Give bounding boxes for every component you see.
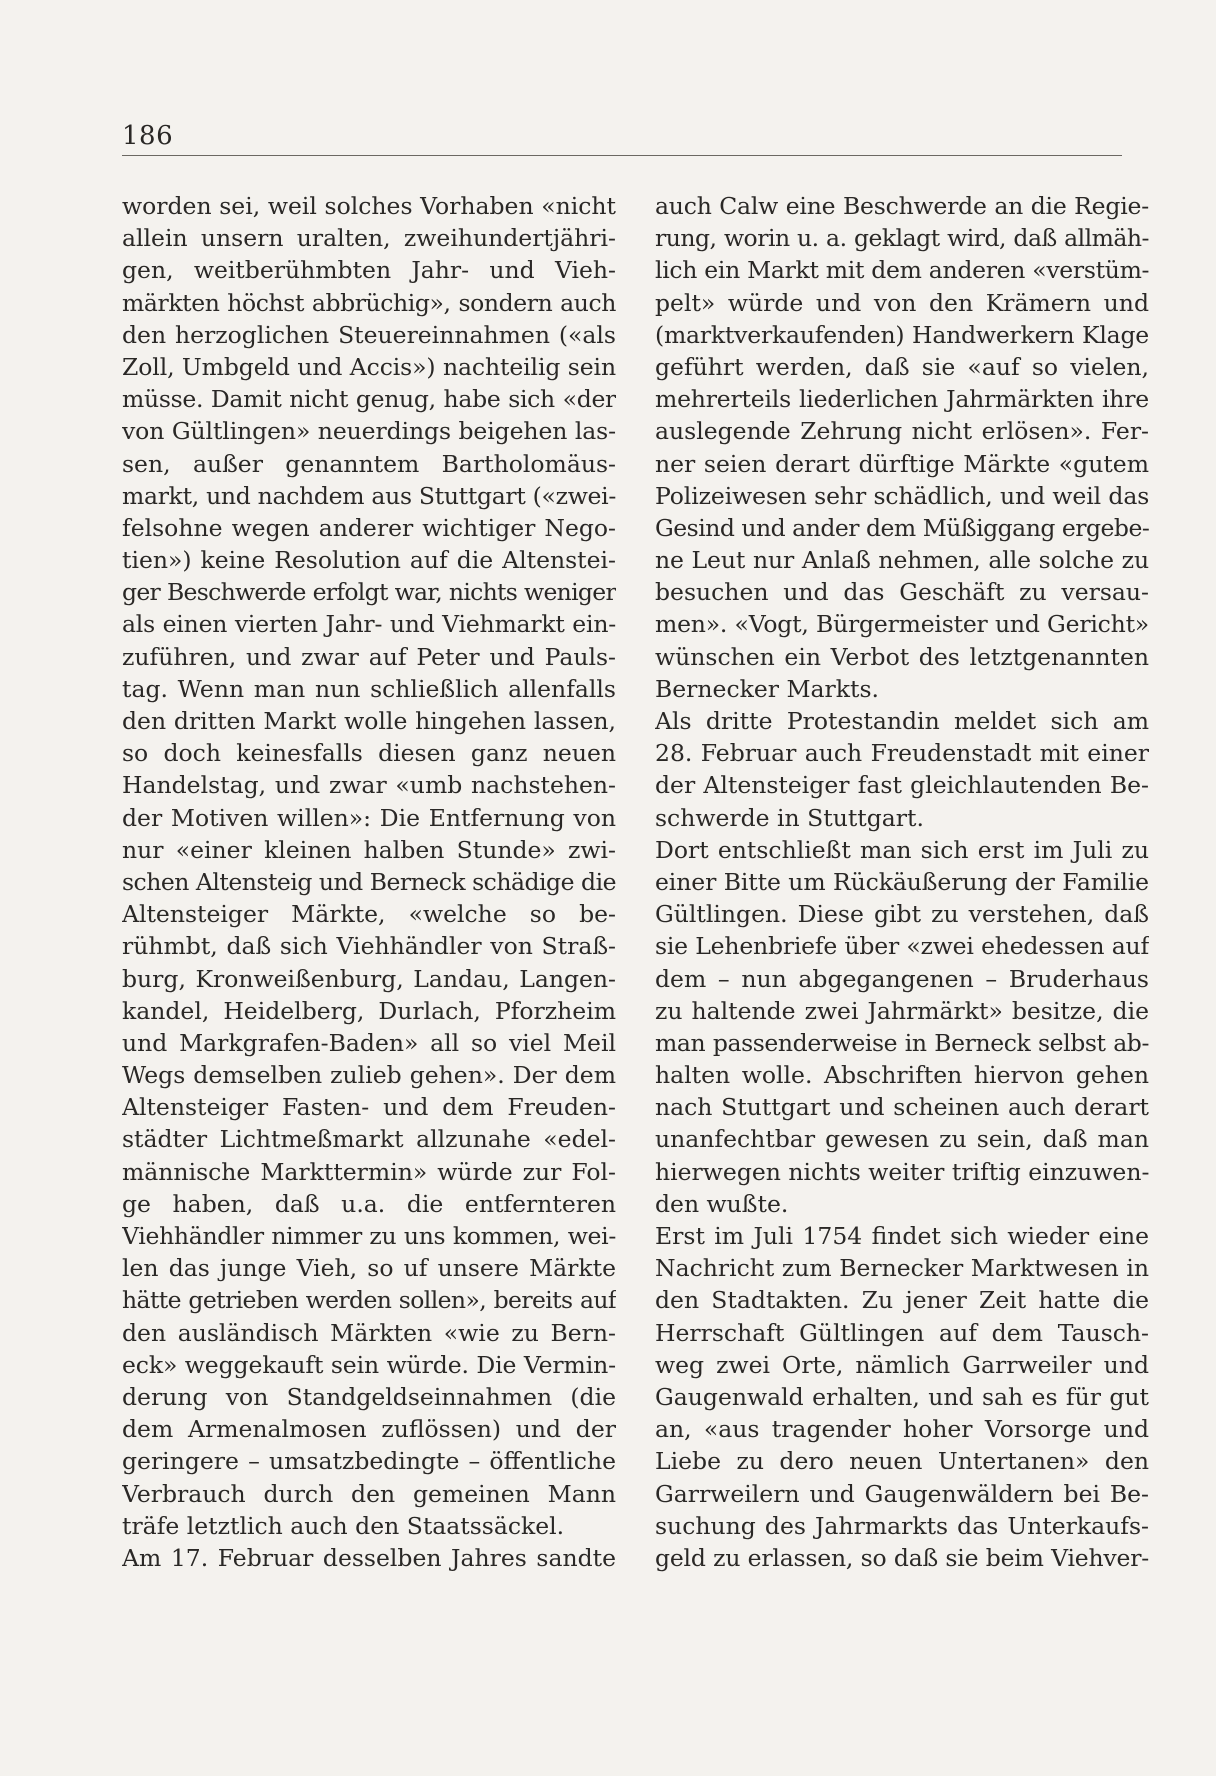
text-line: derung von Standgeldseinnahmen (die	[122, 1382, 616, 1411]
text-line: auslegende Zehrung nicht erlösen». Fer-	[655, 417, 1149, 446]
text-line: besuchen und das Geschäft zu versau-	[655, 578, 1149, 607]
text-line: tien») keine Resolution auf die Altenstei-	[122, 546, 616, 575]
text-line: sie Lehenbriefe über «zwei ehedessen auf	[655, 932, 1149, 961]
text-line: rung, worin u. a. geklagt wird, daß allmäh-	[655, 224, 1149, 253]
text-line: nach Stuttgart und scheinen auch derart	[655, 1093, 1149, 1122]
text-line: zuführen, und zwar auf Peter und Pauls-	[122, 642, 616, 671]
text-line: 28. Februar auch Freudenstadt mit einer	[655, 739, 1149, 768]
text-line: träfe letztlich auch den Staatssäckel.	[122, 1511, 565, 1540]
text-line: märkten höchst abbrüchig», sondern auch	[122, 288, 616, 317]
text-line: Liebe zu dero neuen Untertanen» den	[655, 1447, 1149, 1476]
text-line: Polizeiwesen sehr schädlich, und weil das	[655, 481, 1149, 510]
text-line: Viehhändler nimmer zu uns kommen, wei-	[122, 1222, 616, 1250]
text-line: schen Altensteig und Berneck schädige die	[122, 867, 616, 896]
text-line: dem – nun abgegangenen – Bruderhaus	[655, 964, 1149, 993]
text-line: halten wolle. Abschriften hiervon gehen	[655, 1061, 1149, 1090]
text-line: Gaugenwald erhalten, und sah es für gut	[655, 1382, 1149, 1411]
text-line: den herzoglichen Steuereinnahmen («als	[122, 320, 616, 349]
text-line: zu haltende zwei Jahrmärkt» besitze, die	[655, 996, 1149, 1025]
text-line: von Gültlingen» neuerdings beigehen las-	[122, 417, 616, 446]
text-line: ne Leut nur Anlaß nehmen, alle solche zu	[655, 546, 1149, 575]
text-line: der Motiven willen»: Die Entfernung von	[122, 803, 616, 832]
text-line: männische Markttermin» würde zur Fol-	[122, 1157, 616, 1186]
text-line: weg zwei Orte, nämlich Garrweiler und	[655, 1350, 1149, 1379]
text-line: Wegs demselben zulieb gehen». Der dem	[122, 1061, 616, 1090]
text-line: Erst im Juli 1754 findet sich wieder eine	[655, 1222, 1149, 1250]
text-line: und Markgrafen-Baden» all so viel Meil	[122, 1028, 616, 1057]
text-line: auch Calw eine Beschwerde an die Regie-	[655, 192, 1149, 220]
text-line: einer Bitte um Rückäußerung der Familie	[655, 867, 1149, 896]
text-line: schwerde in Stuttgart.	[655, 803, 924, 832]
text-line: gen, weitberühmbten Jahr- und Vieh-	[122, 256, 616, 285]
text-line: kandel, Heidelberg, Durlach, Pforzheim	[122, 996, 616, 1025]
text-line: als einen vierten Jahr- und Viehmarkt ein-	[122, 610, 616, 639]
text-line: Verbrauch durch den gemeinen Mann	[122, 1479, 616, 1508]
text-line: Garrweilern und Gaugenwäldern bei Be-	[655, 1479, 1149, 1508]
text-line: tag. Wenn man nun schließlich allenfalls	[122, 674, 616, 703]
text-line: den Stadtakten. Zu jener Zeit hatte die	[655, 1286, 1149, 1315]
text-line: städter Lichtmeßmarkt allzunahe «edel-	[122, 1125, 616, 1154]
text-line: ner seien derart dürftige Märkte «gutem	[655, 449, 1149, 478]
text-line: felsohne wegen anderer wichtiger Nego-	[122, 513, 616, 542]
text-line: Als dritte Protestandin meldet sich am	[655, 707, 1149, 735]
text-line: den dritten Markt wolle hingehen lassen,	[122, 707, 616, 735]
text-line: sen, außer genanntem Bartholomäus-	[122, 449, 616, 478]
text-line: geld zu erlassen, so daß sie beim Viehver-	[655, 1543, 1149, 1572]
text-line: ger Beschwerde erfolgt war, nichts weniger	[122, 578, 616, 607]
text-line: der Altensteiger fast gleichlautenden Be-	[655, 771, 1149, 800]
left-text-column	[122, 190, 616, 1574]
text-line: nur «einer kleinen halben Stunde» zwi-	[122, 835, 616, 864]
right-text-column	[655, 190, 1149, 1574]
text-line: rühmbt, daß sich Viehhändler von Straß-	[122, 932, 616, 961]
text-line: dem Armenalmosen zuflössen) und der	[122, 1415, 616, 1444]
text-line: Zoll, Umbgeld und Accis») nachteilig sein	[122, 352, 616, 381]
text-line: suchung des Jahrmarkts das Unterkaufs-	[655, 1511, 1149, 1540]
header-rule	[122, 155, 1122, 156]
text-line: ge haben, daß u.a. die entfernteren	[122, 1189, 616, 1218]
text-line: den ausländisch Märkten «wie zu Bern-	[122, 1318, 616, 1347]
text-line: allein unsern uralten, zweihundertjähri-	[122, 224, 616, 253]
text-line: hierwegen nichts weiter triftig einzuwen-	[655, 1157, 1149, 1186]
text-line: man passenderweise in Berneck selbst ab-	[655, 1028, 1149, 1057]
text-line: Herrschaft Gültlingen auf dem Tausch-	[655, 1318, 1149, 1347]
text-line: Gültlingen. Diese gibt zu verstehen, daß	[655, 900, 1149, 929]
text-line: müsse. Damit nicht genug, habe sich «der	[122, 385, 616, 414]
text-line: lich ein Markt mit dem anderen «verstüm-	[655, 256, 1149, 285]
text-line: burg, Kronweißenburg, Landau, Langen-	[122, 964, 616, 993]
text-line: markt, und nachdem aus Stuttgart («zwei-	[122, 481, 616, 510]
text-line: eck» weggekauft sein würde. Die Vermin-	[122, 1350, 616, 1379]
text-line: Handelstag, und zwar «umb nachstehen-	[122, 771, 616, 800]
text-line: Altensteiger Märkte, «welche so be-	[122, 900, 616, 929]
text-line: men». «Vogt, Bürgermeister und Gericht»	[655, 610, 1149, 639]
text-line: Gesind und ander dem Müßiggang ergebe-	[655, 513, 1149, 542]
text-line: hätte getrieben werden sollen», bereits auf	[122, 1286, 616, 1315]
text-line: geführt werden, daß sie «auf so vielen,	[655, 352, 1149, 381]
text-line: an, «aus tragender hoher Vorsorge und	[655, 1415, 1149, 1444]
text-line: geringere – umsatzbedingte – öffentliche	[122, 1447, 616, 1476]
text-line: len das junge Vieh, so uf unsere Märkte	[122, 1254, 616, 1283]
page-number: 186	[122, 121, 174, 151]
text-line: Nachricht zum Bernecker Marktwesen in	[655, 1254, 1149, 1283]
text-line: (marktverkaufenden) Handwerkern Klage	[655, 320, 1149, 349]
text-line: unanfechtbar gewesen zu sein, daß man	[655, 1125, 1149, 1154]
text-line: mehrerteils liederlichen Jahrmärkten ihre	[655, 385, 1149, 414]
text-line: den wußte.	[655, 1189, 789, 1218]
text-line: wünschen ein Verbot des letztgenannten	[655, 642, 1149, 671]
text-line: Am 17. Februar desselben Jahres sandte	[122, 1543, 616, 1572]
text-line: so doch keinesfalls diesen ganz neuen	[122, 739, 616, 768]
text-line: Altensteiger Fasten- und dem Freuden-	[122, 1093, 616, 1122]
text-line: Dort entschließt man sich erst im Juli zu	[655, 835, 1149, 864]
text-line: pelt» würde und von den Krämern und	[655, 288, 1149, 317]
text-line: Bernecker Markts.	[655, 674, 879, 703]
text-line: worden sei, weil solches Vorhaben «nicht	[122, 192, 616, 220]
